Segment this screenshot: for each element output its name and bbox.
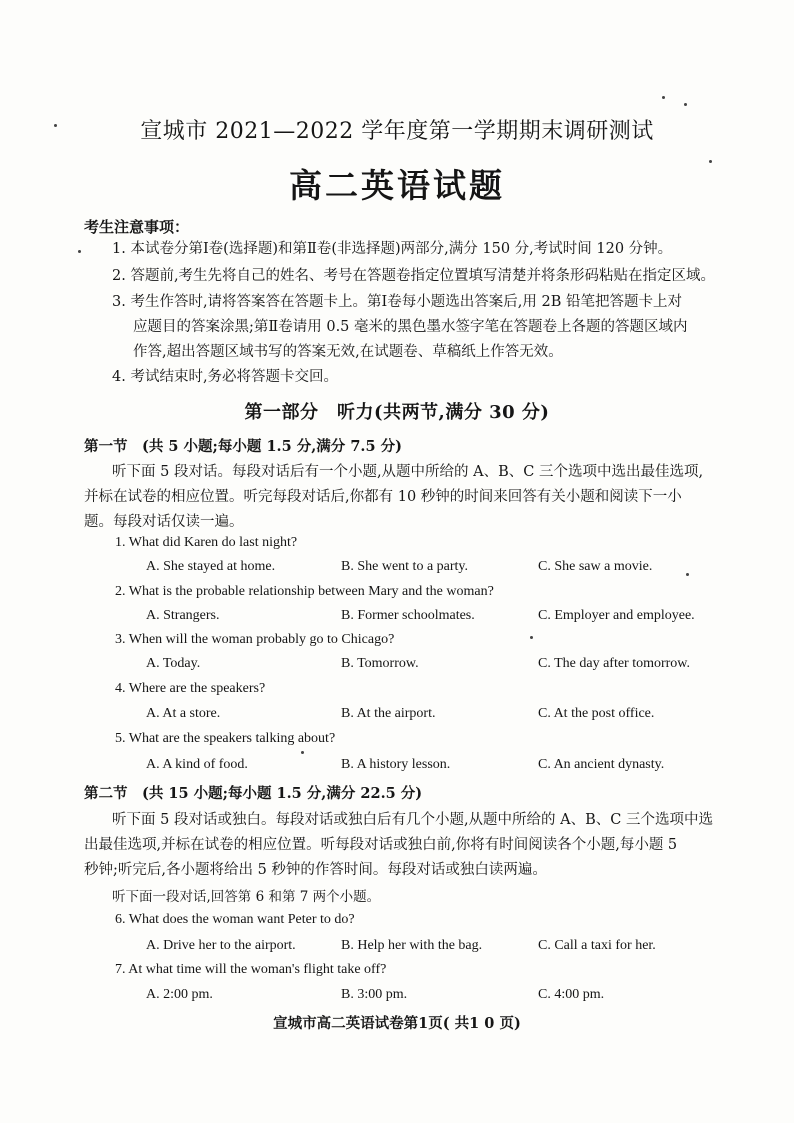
scan-speck	[662, 96, 665, 99]
option-b: B. Tomorrow.	[341, 656, 419, 671]
exam-subtitle: 高二英语试题	[289, 166, 505, 205]
option-b: B. At the airport.	[341, 706, 436, 721]
option-b: B. 3:00 pm.	[341, 987, 408, 1002]
note-line: 2. 答题前,考生先将自己的姓名、考号在答题卷指定位置填写清楚并将条形码粘贴在指定区域。	[112, 268, 716, 284]
page-footer: 宣城市高二英语试卷第1页( 共1 0 页)	[273, 1015, 521, 1032]
option-c: C. 4:00 pm.	[538, 987, 605, 1002]
scan-speck	[686, 573, 689, 576]
sub-instruction: 听下面一段对话,回答第 6 和第 7 两个小题。	[112, 889, 381, 905]
instruction-line: 听下面 5 段对话或独白。每段对话或独白后有几个小题,从题中所给的 A、B、C 三个选项中选	[112, 812, 713, 828]
option-c: C. She saw a movie.	[538, 559, 653, 574]
option-a: A. She stayed at home.	[146, 559, 276, 574]
part-one-title: 第一部分 听力(共两节,满分 30 分)	[244, 402, 550, 423]
note-line: 1. 本试卷分第Ⅰ卷(选择题)和第Ⅱ卷(非选择题)两部分,满分 150 分,考试时间 120 分钟。	[112, 241, 673, 257]
option-c: C. Call a taxi for her.	[538, 938, 656, 953]
scan-speck	[78, 250, 81, 253]
question-6: 6. What does the woman want Peter to do?	[115, 912, 355, 927]
scan-speck	[530, 636, 533, 639]
instruction-line: 并标在试卷的相应位置。听完每段对话后,你都有 10 秒钟的时间来回答有关小题和阅读下一小	[84, 489, 682, 505]
option-c: C. Employer and employee.	[538, 608, 695, 623]
note-line: 应题目的答案涂黑;第Ⅱ卷请用 0.5 毫米的黑色墨水签字笔在答题卷上各题的答题区域内	[133, 319, 688, 335]
option-a: A. At a store.	[146, 706, 221, 721]
instruction-line: 听下面 5 段对话。每段对话后有一个小题,从题中所给的 A、B、C 三个选项中选出最佳选项,	[112, 464, 704, 480]
option-c: C. The day after tomorrow.	[538, 656, 691, 671]
option-a: A. Drive her to the airport.	[146, 938, 296, 953]
option-c: C. An ancient dynasty.	[538, 757, 665, 772]
option-c: C. At the post office.	[538, 706, 655, 721]
section-two-heading: 第二节 (共 15 小题;每小题 1.5 分,满分 22.5 分)	[84, 785, 423, 802]
question-5: 5. What are the speakers talking about?	[115, 731, 336, 746]
option-a: A. 2:00 pm.	[146, 987, 213, 1002]
note-line: 作答,超出答题区域书写的答案无效,在试题卷、草稿纸上作答无效。	[133, 344, 563, 360]
section-one-heading: 第一节 (共 5 小题;每小题 1.5 分,满分 7.5 分)	[84, 438, 402, 455]
question-2: 2. What is the probable relationship between Mary and the woman?	[115, 584, 494, 599]
option-a: A. A kind of food.	[146, 757, 248, 772]
question-7: 7. At what time will the woman's flight take off?	[115, 962, 387, 977]
notes-heading: 考生注意事项：	[84, 218, 190, 236]
instruction-line: 秒钟;听完后,各小题将给出 5 秒钟的作答时间。每段对话或独白读两遍。	[84, 862, 547, 878]
option-a: A. Today.	[146, 656, 201, 671]
option-b: B. She went to a party.	[341, 559, 469, 574]
note-line: 3. 考生作答时,请将答案答在答题卡上。第Ⅰ卷每小题选出答案后,用 2B 铅笔把答题卡上对	[112, 294, 682, 310]
question-3: 3. When will the woman probably go to Chicago?	[115, 632, 395, 647]
option-b: B. A history lesson.	[341, 757, 451, 772]
instruction-line: 出最佳选项,并标在试卷的相应位置。听每段对话或独白前,你将有时间阅读各个小题,每小题 5	[84, 837, 678, 853]
option-b: B. Help her with the bag.	[341, 938, 483, 953]
question-1: 1. What did Karen do last night?	[115, 535, 298, 550]
note-line: 4. 考试结束时,务必将答题卡交回。	[112, 369, 339, 385]
scan-speck	[684, 103, 687, 106]
instruction-line: 题。每段对话仅读一遍。	[84, 514, 244, 530]
scan-speck	[301, 751, 304, 754]
option-a: A. Strangers.	[146, 608, 220, 623]
option-b: B. Former schoolmates.	[341, 608, 475, 623]
exam-title: 宣城市 2021—2022 学年度第一学期期末调研测试	[140, 119, 654, 144]
question-4: 4. Where are the speakers?	[115, 681, 266, 696]
